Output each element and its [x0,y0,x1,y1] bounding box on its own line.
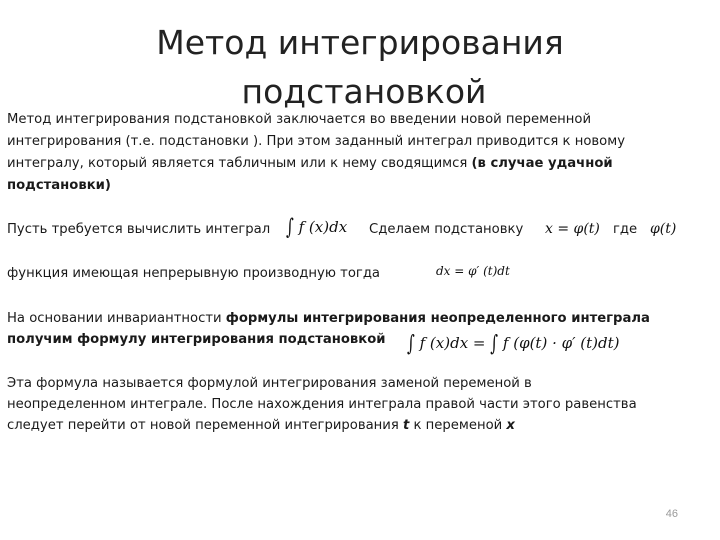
formula-right: f (φ(t) · φ′ (t)dt) [502,334,620,352]
conclusion-line-1: Эта формула называется формулой интегрирования заменой переменой в [7,376,532,391]
step1-text3: где [613,222,638,237]
intro-line-3 [7,154,613,174]
integral-sign-1: ∫ [286,213,294,241]
integral-f-x-dx [286,213,348,241]
substitution-formula: x = φ(t) [545,221,600,237]
step2-text: функция имеющая непрерывную производную тогда [7,266,381,281]
step1-text2: Сделаем подстановку [369,222,524,237]
page-number: 46 [665,508,678,520]
dx-formula: dx = φ′ (t)dt [436,264,510,278]
slide-title [0,18,720,116]
phi-t: φ(t) [650,221,677,237]
intro-line-4 [7,176,111,196]
intro-line-2: интегрирования (т.е. подстановки ). При этом заданный интеграл приводится к новому [7,134,625,149]
variable-t: t [403,418,410,433]
intro-line-3-bold: (в случае удачной [471,156,613,171]
step3-line-2 [7,330,386,350]
intro-line-1: Метод интегрирования подстановкой заключается во введении новой переменной [7,112,592,127]
conclusion-line-3-text: следует перейти от новой переменной интегрирования [7,418,403,433]
title-line-1: Метод интегрирования [156,23,564,62]
step3-line-2-bold: получим формулу интегрирования подстановкой [7,332,386,347]
intro-line-3-text: интегралу, который является табличным или к нему сводящимся [7,156,472,171]
variable-x: x [506,418,515,433]
conclusion-line-3 [7,416,515,436]
formula-left: f (x)dx = [419,334,486,352]
substitution-integral-formula [407,329,620,357]
step3-line-1-bold: формулы интегрирования неопределенного интеграла [225,311,650,326]
conclusion-line-2: неопределенном интеграле. После нахождения интеграла правой части этого равенства [7,397,637,412]
intro-line-4-bold: подстановки) [7,178,111,193]
step1-text: Пусть требуется вычислить интеграл [7,222,271,237]
integral-body-1: f (x)dx [298,218,348,236]
title-line-2: подстановкой [241,72,487,111]
conclusion-line-3-mid: к переменой [409,418,507,433]
step3-line-1 [7,309,650,329]
step3-line-1-text: На основании инвариантности [7,311,226,326]
integral-sign-2: ∫ [407,329,415,357]
integral-sign-3: ∫ [490,329,499,357]
